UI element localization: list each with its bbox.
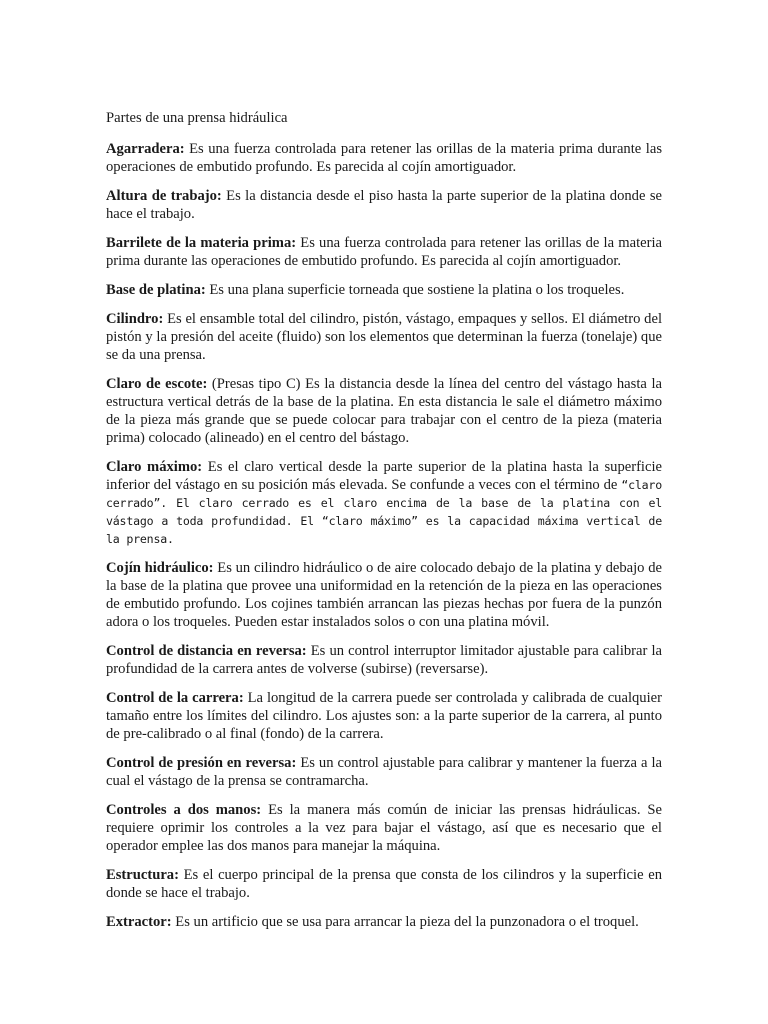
entry-text: Es el ensamble total del cilindro, pistón, vástago, empaques y sellos. El diámetro del pistón y la presión del aceite (fluido) son los elementos que determinan la fuerza (tonelaje) que se da una prensa. [106, 311, 662, 363]
entry-text: Es un control interruptor limitador ajustable para calibrar la profundidad de la carrera antes de volverse (subirse) (reversarse). [106, 643, 663, 677]
entry-term: Cilindro: [106, 311, 164, 327]
entry-text: Es un artificio que se usa para arrancar la pieza del la punzonadora o el troquel. [171, 914, 639, 930]
entry-term: Controles a dos manos: [106, 802, 262, 818]
entry-text: Es una fuerza controlada para retener las orillas de la materia prima durante las operaciones de embutido profundo. Es parecida al cojín amortiguador. [106, 141, 662, 175]
entry-term: Control de presión en reversa: [106, 755, 297, 771]
entry-term: Claro máximo: [106, 459, 203, 475]
entry-term: Control de la carrera: [106, 690, 244, 706]
entry-text: (Presas tipo C) Es la distancia desde la línea del centro del vástago hasta la estructura vertical detrás de la base de la platina. En esta distancia le sale el diámetro máximo de la pieza más grande que se puede colocar para trabajar con el centro de la pieza (materia prima) colocado (alineado) en el centro del bástago. [106, 376, 662, 446]
entry-control-de-la-carrera [106, 689, 662, 743]
document-title: Partes de una prensa hidráulica [106, 110, 288, 126]
entry-term: Barrilete de la materia prima: [106, 235, 297, 251]
entry-text: Es una plana superficie torneada que sostiene la platina o los troqueles. [205, 282, 625, 298]
entry-text: Es la manera más común de iniciar las prensas hidráulicas. Se requiere oprimir los controles a la vez para bajar el vástago, así que es necesario que el operador emplee las dos manos para manejar la máquina. [106, 802, 662, 854]
entry-text: Es una fuerza controlada para retener las orillas de la materia prima durante las operaciones de embutido profundo. Es parecida al cojín amortiguador. [106, 235, 663, 269]
entry-term: Agarradera: [106, 141, 185, 157]
entry-term: Extractor: [106, 914, 172, 930]
entry-control-distancia-reversa [106, 642, 662, 678]
entry-term: Altura de trabajo: [106, 188, 222, 204]
entry-text: Es el cuerpo principal de la prensa que consta de los cilindros y la superficie en donde se hace el trabajo. [106, 867, 662, 901]
entry-term: Control de distancia en reversa: [106, 643, 307, 659]
entry-claro-de-escote [106, 375, 662, 447]
entry-term: Claro de escote: [106, 376, 208, 392]
entry-control-presion-reversa [106, 754, 662, 790]
entry-barrilete [106, 234, 662, 270]
entry-text: Es el claro vertical desde la parte superior de la platina hasta la superficie inferior del vástago en su posición más elevada. Se confunde a veces con el término de [106, 459, 662, 493]
entry-cojin-hidraulico [106, 559, 662, 631]
entry-text: La longitud de la carrera puede ser controlada y calibrada de cualquier tamaño entre los límites del cilindro. Los ajustes son: a la parte superior de la carrera, al punto de pre-calibrado o al final (fondo) de la carrera. [106, 690, 662, 742]
entry-controles-dos-manos [106, 801, 662, 855]
entry-text: Es un control ajustable para calibrar y mantener la fuerza a la cual el vástago de la prensa se contramarcha. [106, 755, 662, 789]
entry-extractor [106, 913, 662, 931]
entry-text-mono: “claro cerrado”. El claro cerrado es el claro encima de la base de la platina con el vástago a toda profundidad. El “claro máximo” es la capacidad máxima vertical de la prensa. [106, 478, 662, 546]
entry-altura-de-trabajo [106, 187, 662, 223]
entry-term: Cojín hidráulico: [106, 560, 214, 576]
entry-agarradera [106, 140, 662, 176]
entry-base-de-platina [106, 281, 662, 299]
entry-text: Es la distancia desde el piso hasta la parte superior de la platina donde se hace el trabajo. [106, 188, 662, 222]
entry-claro-maximo [106, 458, 662, 548]
entry-text: Es un cilindro hidráulico o de aire colocado debajo de la platina y debajo de la base de la platina que provee una uniformidad en la retención de la pieza en las operaciones de embutido profundo. Los cojines también arrancan las piezas hechas por fuera de la punzón adora o los troqueles. Pueden estar instalados solos o con una platina móvil. [106, 560, 663, 630]
entry-term: Base de platina: [106, 282, 206, 298]
entry-estructura [106, 866, 662, 902]
entry-cilindro [106, 310, 662, 364]
entry-term: Estructura: [106, 867, 179, 883]
